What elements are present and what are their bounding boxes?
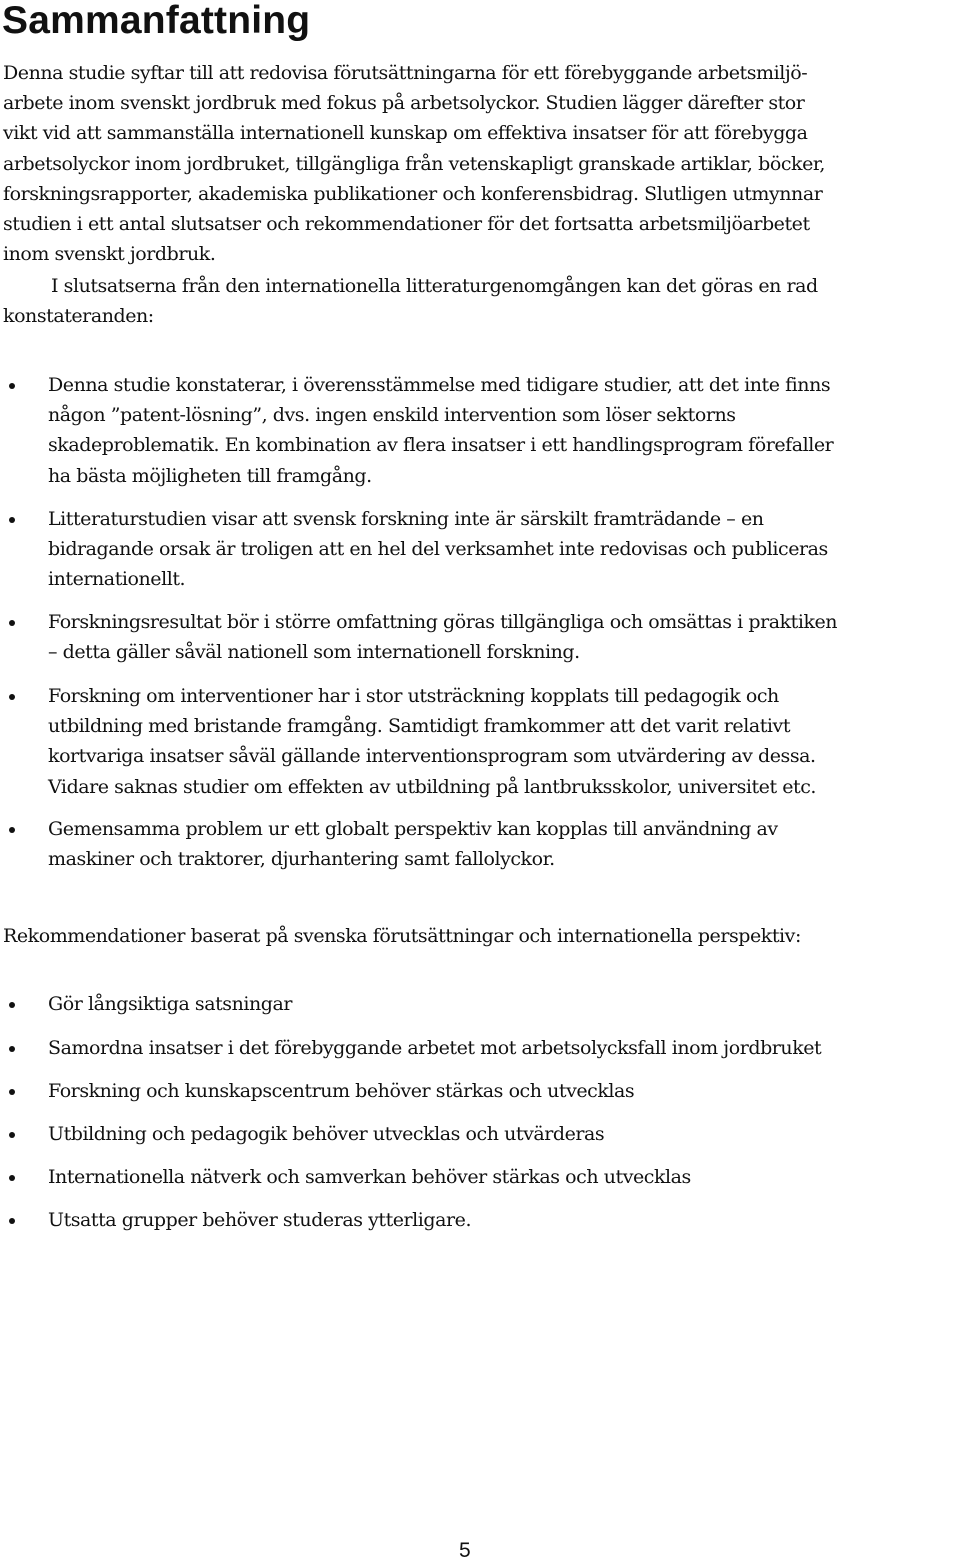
bullet-icon bbox=[9, 1132, 15, 1138]
intro-line: forskningsrapporter, akademiska publikationer och konferensbidrag. Slutligen utmynnar bbox=[3, 182, 823, 205]
list-item-line: Forskningsresultat bör i större omfattning göras tillgängliga och omsättas i praktiken bbox=[48, 611, 838, 633]
list-item-line: Utbildning och pedagogik behöver utvecklas och utvärderas bbox=[48, 1123, 605, 1145]
list-item-line: Utsatta grupper behöver studeras ytterligare. bbox=[48, 1209, 472, 1231]
recommendations-intro bbox=[3, 921, 801, 951]
page-number: 5 bbox=[459, 1539, 471, 1562]
list-item-line: Denna studie konstaterar, i överensstämmelse med tidigare studier, att det inte finns bbox=[48, 374, 831, 396]
list-item-line: någon ”patent-lösning”, dvs. ingen enskild intervention som löser sektorns bbox=[48, 404, 736, 427]
conclusions-intro-line: konstateranden: bbox=[3, 305, 154, 328]
intro-line: inom svenskt jordbruk. bbox=[3, 243, 216, 266]
intro-line: studien i ett antal slutsatser och rekommendationer för det fortsatta arbetsmiljöarbetet bbox=[3, 213, 810, 236]
list-item-line: bidragande orsak är troligen att en hel del verksamhet inte redovisas och publiceras bbox=[48, 538, 828, 561]
list-item-line: ha bästa möjligheten till framgång. bbox=[48, 464, 372, 487]
intro-paragraph bbox=[3, 58, 825, 269]
list-item-line: Vidare saknas studier om effekten av utbildning på lantbruksskolor, universitet etc. bbox=[48, 775, 817, 798]
bullet-icon bbox=[9, 827, 15, 833]
bullet-icon bbox=[9, 694, 15, 700]
bullet-icon bbox=[9, 517, 15, 523]
list-item-line: Forskning och kunskapscentrum behöver stärkas och utvecklas bbox=[48, 1080, 635, 1102]
page-title: Sammanfattning bbox=[2, 0, 311, 42]
intro-line: arbetsolyckor inom jordbruket, tillgängliga från vetenskapligt granskade artiklar, böcker, bbox=[3, 152, 825, 175]
list-item-line: Gör långsiktiga satsningar bbox=[48, 993, 293, 1015]
list-item-line: Internationella nätverk och samverkan behöver stärkas och utvecklas bbox=[48, 1166, 691, 1188]
list-item-line: Litteraturstudien visar att svensk forskning inte är särskilt framträdande – en bbox=[48, 508, 764, 530]
list-item-line: Samordna insatser i det förebyggande arbetet mot arbetsolycksfall inom jordbruket bbox=[48, 1037, 822, 1059]
list-item-line: Gemensamma problem ur ett globalt perspektiv kan kopplas till användning av bbox=[48, 818, 778, 840]
list-item-line: skadeproblematik. En kombination av flera insatser i ett handlingsprogram förefaller bbox=[48, 434, 834, 457]
conclusions-intro-line: I slutsatserna från den internationella litteraturgenomgången kan det göras en rad bbox=[51, 275, 818, 297]
intro-line: vikt vid att sammanställa internationell kunskap om effektiva insatser för att förebygga bbox=[3, 122, 808, 145]
conclusions-intro-paragraph bbox=[3, 271, 818, 331]
intro-line: Denna studie syftar till att redovisa förutsättningarna för ett förebyggande arbetsmiljö- bbox=[3, 62, 808, 84]
list-item-line: maskiner och traktorer, djurhantering samt fallolyckor. bbox=[48, 848, 555, 871]
bullet-icon bbox=[9, 1089, 15, 1095]
list-item-line: – detta gäller såväl nationell som internationell forskning. bbox=[48, 641, 580, 664]
list-item-line: kortvariga insatser såväl gällande interventionsprogram som utvärdering av dessa. bbox=[48, 745, 816, 768]
bullet-icon bbox=[9, 1175, 15, 1181]
intro-line: arbete inom svenskt jordbruk med fokus på arbetsolyckor. Studien lägger därefter stor bbox=[3, 92, 805, 115]
bullet-icon bbox=[9, 1046, 15, 1052]
bullet-icon bbox=[9, 1218, 15, 1224]
bullet-icon bbox=[9, 1002, 15, 1008]
bullet-icon bbox=[9, 383, 15, 389]
list-item-line: utbildning med bristande framgång. Samtidigt framkommer att det varit relativt bbox=[48, 715, 790, 738]
bullet-icon bbox=[9, 620, 15, 626]
list-item-line: internationellt. bbox=[48, 568, 186, 591]
recommendations-intro-line: Rekommendationer baserat på svenska förutsättningar och internationella perspektiv: bbox=[3, 925, 801, 947]
list-item-line: Forskning om interventioner har i stor utsträckning kopplats till pedagogik och bbox=[48, 685, 779, 707]
